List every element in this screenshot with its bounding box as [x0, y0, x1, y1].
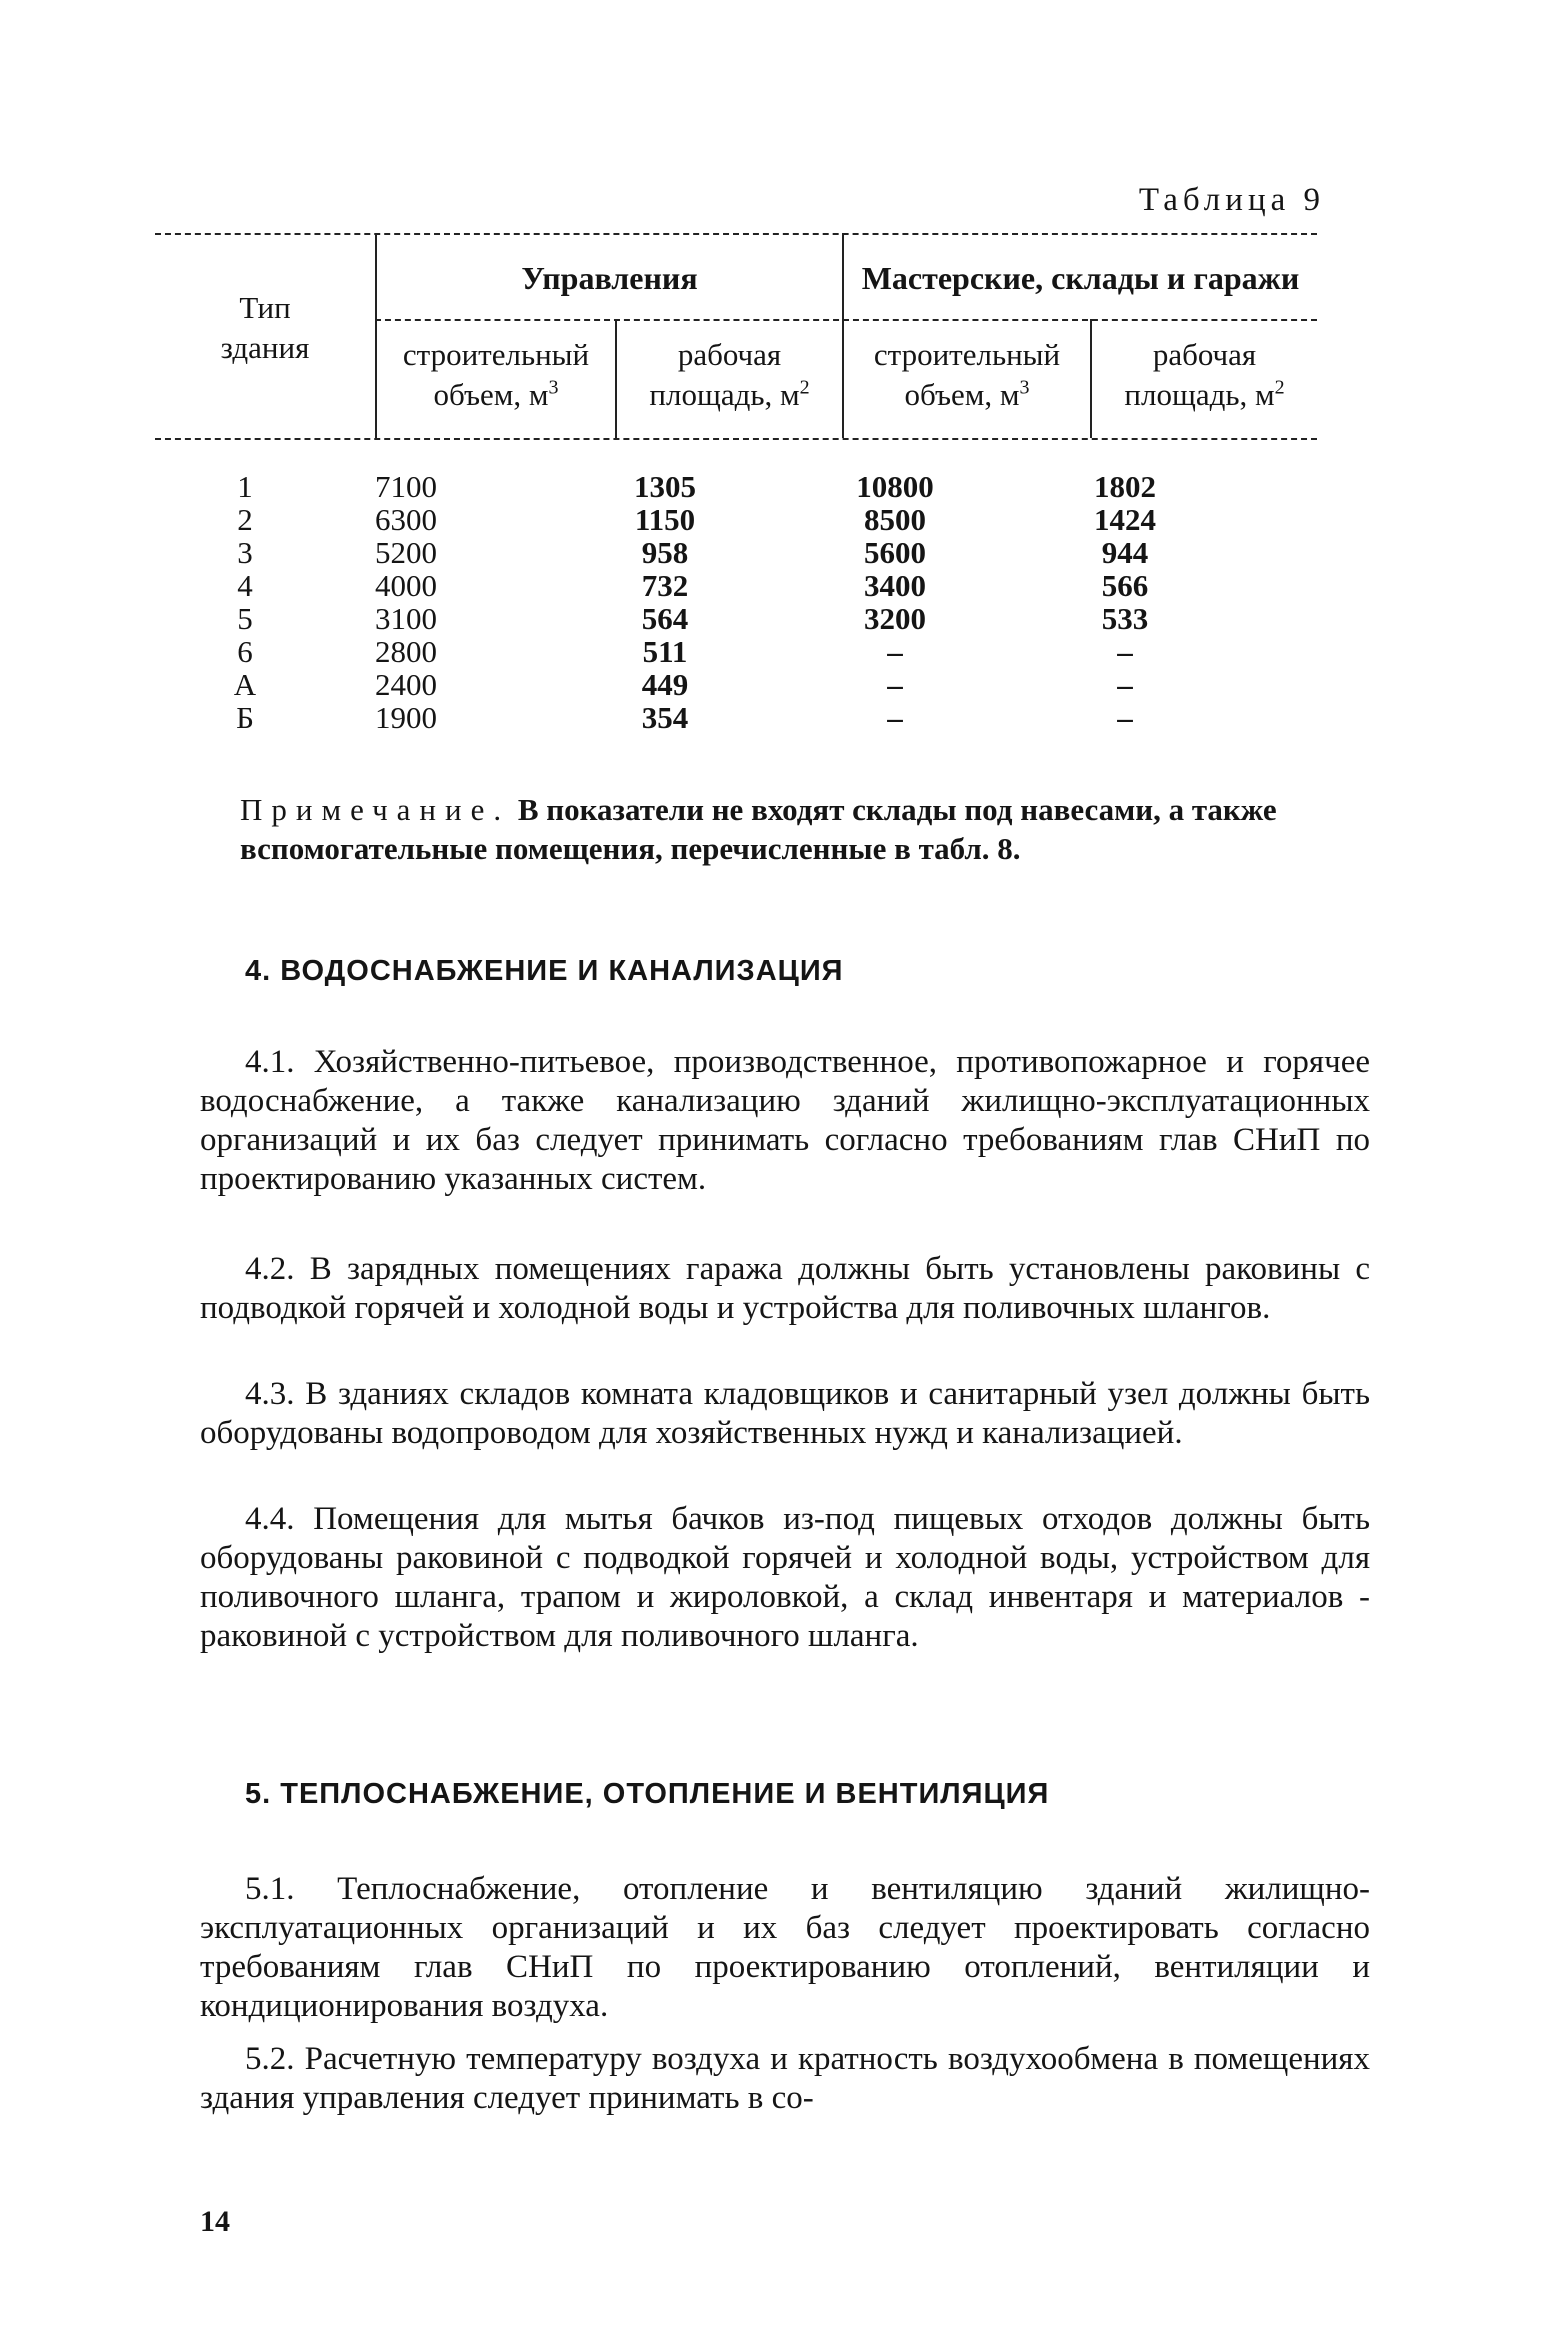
cell-shop-area: – [1117, 634, 1133, 669]
table-caption: Таблица 9 [1138, 182, 1325, 218]
table-row [155, 701, 1317, 734]
table-note [240, 790, 1410, 868]
section-5-title: 5. ТЕПЛОСНАБЖЕНИЕ, ОТОПЛЕНИЕ И ВЕНТИЛЯЦИЯ [245, 1778, 1050, 1810]
cell-mgmt-volume: 6300 [375, 502, 437, 537]
cell-shop-area: 944 [1101, 535, 1149, 570]
paragraph-4-2: 4.2. В зарядных помещениях гаража должны быть установлены раковины с подводкой горячей и холодной воды и устройства для поливочных шлангов. [200, 1251, 1370, 1326]
cell-shop-volume: 3400 [864, 568, 926, 603]
cell-mgmt-volume: 4000 [375, 568, 437, 603]
cell-mgmt-volume: 1900 [375, 700, 437, 735]
cell-mgmt-volume: 3100 [375, 601, 437, 636]
header-area-2-line1: рабочая [1152, 337, 1257, 372]
header-area-1-line1: рабочая [677, 337, 782, 372]
table-row [155, 536, 1317, 569]
cell-type: 3 [237, 535, 253, 570]
cell-mgmt-area: 732 [641, 568, 689, 603]
header-area-2-line2: площадь, $м^2$ [1124, 376, 1285, 412]
cell-shop-volume: 3200 [864, 601, 926, 636]
cell-shop-area: 1802 [1094, 469, 1156, 504]
table-subheader-rule [375, 319, 1317, 321]
header-area-1 [617, 335, 842, 415]
cell-shop-area: – [1117, 667, 1133, 702]
table-row [155, 668, 1317, 701]
cell-shop-area: 566 [1101, 568, 1149, 603]
table-row [155, 602, 1317, 635]
header-volume-1-line2: объем, $м^3$ [433, 376, 559, 412]
cell-mgmt-volume: 2400 [375, 667, 437, 702]
note-text: В показатели не входят склады под навесами, а также вспомогательные помещения, перечисленные в табл. 8. [240, 792, 1277, 866]
paragraph-5-1: 5.1. Теплоснабжение, отопление и вентиляцию зданий жилищно-эксплуатационных организаций и их баз следует проектировать согласно требованиям глав СНиП по проектированию отоплений, вентиляции и кондиционирования воздуха. [200, 1871, 1370, 2024]
cell-shop-volume: 8500 [864, 502, 926, 537]
header-volume-2-line1: строительный [873, 337, 1061, 372]
header-volume-1 [377, 335, 615, 415]
cell-shop-volume: – [887, 634, 903, 669]
header-group-workshops: Мастерские, склады и гаражи [861, 260, 1300, 296]
header-type-line2: здания [220, 330, 310, 365]
cell-mgmt-area: 564 [641, 601, 689, 636]
cell-type: 1 [237, 469, 253, 504]
cell-shop-volume: 5600 [864, 535, 926, 570]
cell-mgmt-area: 1150 [634, 502, 696, 537]
header-volume-2-line2: объем, $м^3$ [904, 376, 1030, 412]
data-table [155, 233, 1317, 765]
header-area-2 [1092, 335, 1317, 415]
cell-shop-volume: 10800 [856, 469, 934, 504]
header-type [155, 288, 375, 368]
table-row [155, 635, 1317, 668]
cell-mgmt-area: 1305 [634, 469, 696, 504]
header-volume-2 [844, 335, 1090, 415]
table-top-rule [155, 233, 1317, 235]
cell-mgmt-volume: 7100 [375, 469, 437, 504]
page-number: 14 [200, 2205, 230, 2238]
paragraph-4-1: 4.1. Хозяйственно-питьевое, производственное, противопожарное и горячее водоснабжение, а также канализацию зданий жилищно-эксплуатационных организаций и их баз следует принимать согласно требованиям глав СНиП по проектированию указанных систем. [200, 1044, 1370, 1197]
table-header-bottom-rule [155, 438, 1317, 440]
cell-shop-area: 1424 [1094, 502, 1156, 537]
table-row [155, 569, 1317, 602]
cell-shop-area: 533 [1101, 601, 1149, 636]
cell-mgmt-volume: 5200 [375, 535, 437, 570]
cell-shop-volume: – [887, 667, 903, 702]
cell-type: 6 [237, 634, 253, 669]
table-row [155, 470, 1317, 503]
cell-shop-area: – [1117, 700, 1133, 735]
cell-mgmt-area: 511 [642, 634, 688, 669]
cell-mgmt-volume: 2800 [375, 634, 437, 669]
header-type-line1: Тип [239, 290, 291, 325]
cell-mgmt-area: 354 [641, 700, 689, 735]
cell-type: 5 [237, 601, 253, 636]
header-volume-1-line1: строительный [402, 337, 590, 372]
cell-shop-volume: – [887, 700, 903, 735]
cell-type: 2 [237, 502, 253, 537]
header-group-management: Управления [521, 260, 698, 296]
cell-type: 4 [237, 568, 253, 603]
table-row [155, 503, 1317, 536]
paragraph-5-2: 5.2. Расчетную температуру воздуха и кратность воздухообмена в помещениях здания управления следует принимать в со- [200, 2041, 1370, 2116]
paragraph-4-4: 4.4. Помещения для мытья бачков из-под пищевых отходов должны быть оборудованы раковиной с подводкой горячей и холодной воды, устройством для поливочного шланга, трапом и жироловкой, а склад инвентаря и материалов - раковиной с устройством для поливочного шланга. [200, 1501, 1370, 1654]
cell-type: Б [236, 700, 254, 735]
note-label: Примечание. [240, 792, 511, 827]
section-4-title: 4. ВОДОСНАБЖЕНИЕ И КАНАЛИЗАЦИЯ [245, 955, 844, 987]
header-area-1-line2: площадь, $м^2$ [649, 376, 810, 412]
cell-mgmt-area: 449 [641, 667, 689, 702]
cell-type: А [233, 667, 257, 702]
cell-mgmt-area: 958 [641, 535, 689, 570]
paragraph-4-3: 4.3. В зданиях складов комната кладовщиков и санитарный узел должны быть оборудованы водопроводом для хозяйственных нужд и канализацией. [200, 1376, 1370, 1451]
